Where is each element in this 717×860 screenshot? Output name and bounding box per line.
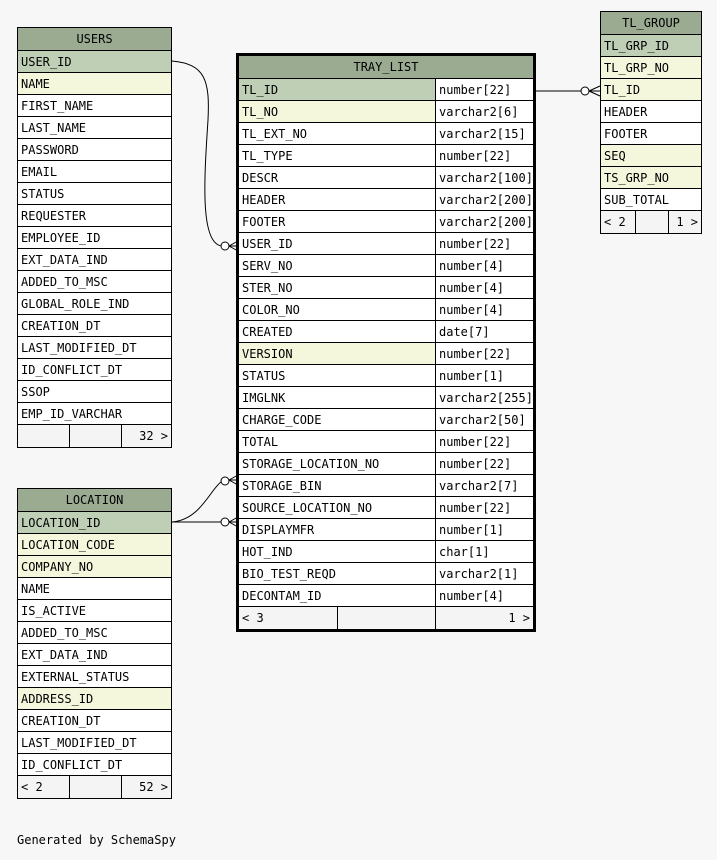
column-type: varchar2[50] [436, 409, 533, 430]
column-type: varchar2[255] [436, 387, 533, 408]
column-type: number[22] [436, 497, 533, 518]
relationship-location-storage [172, 482, 221, 522]
relationship-users-tray-list [172, 61, 222, 246]
column-type: varchar2[200] [436, 211, 533, 232]
column-type: number[22] [436, 145, 533, 166]
column-name: HEADER [239, 189, 436, 210]
tray-list-table-title: TRAY_LIST [239, 56, 533, 79]
column-name: FOOTER [604, 127, 648, 141]
column-name: DECONTAM_ID [239, 585, 436, 606]
column-name: GLOBAL_ROLE_IND [21, 297, 130, 311]
column-name: STORAGE_LOCATION_NO [239, 453, 436, 474]
tl-group-children-nav[interactable]: 1 > [676, 215, 698, 229]
column-name: EMPLOYEE_ID [21, 231, 101, 245]
crowfoot-marker [589, 86, 600, 96]
column-name: EMAIL [21, 165, 58, 179]
column-name: TL_TYPE [239, 145, 436, 166]
column-name: EMP_ID_VARCHAR [21, 407, 123, 421]
location-parents-nav[interactable]: < 2 [18, 776, 70, 798]
crowfoot-marker [229, 475, 238, 485]
column-type: varchar2[15] [436, 123, 533, 144]
column-name: FIRST_NAME [21, 99, 94, 113]
column-name: SSOP [21, 385, 50, 399]
column-type: varchar2[200] [436, 189, 533, 210]
column-type: number[4] [436, 255, 533, 276]
column-name: DISPLAYMFR [239, 519, 436, 540]
tray-list-parents-nav[interactable]: < 3 [239, 607, 338, 629]
column-type: varchar2[1] [436, 563, 533, 584]
column-name: LAST_MODIFIED_DT [21, 736, 137, 750]
column-name: SOURCE_LOCATION_NO [239, 497, 436, 518]
column-name: EXT_DATA_IND [21, 253, 108, 267]
column-name: TL_GRP_NO [604, 61, 670, 75]
column-name: SUB_TOTAL [604, 193, 670, 207]
column-type: date[7] [436, 321, 533, 342]
column-type: number[1] [436, 519, 533, 540]
column-name: NAME [21, 77, 50, 91]
location-children-nav[interactable]: 52 > [139, 780, 168, 794]
tray-list-children-nav[interactable]: 1 > [508, 611, 530, 625]
column-name: USER_ID [21, 55, 72, 69]
column-name: SERV_NO [239, 255, 436, 276]
column-type: number[4] [436, 299, 533, 320]
column-name: FOOTER [239, 211, 436, 232]
column-name: COMPANY_NO [21, 560, 94, 574]
column-name: HOT_IND [239, 541, 436, 562]
column-name: DESCR [239, 167, 436, 188]
column-type: number[4] [436, 277, 533, 298]
column-name: EXTERNAL_STATUS [21, 670, 130, 684]
column-name: STORAGE_BIN [239, 475, 436, 496]
column-name: TOTAL [239, 431, 436, 452]
column-name: EXT_DATA_IND [21, 648, 108, 662]
tl-group-table-title: TL_GROUP [601, 12, 701, 35]
column-type: number[22] [436, 79, 533, 100]
column-name: REQUESTER [21, 209, 87, 223]
crowfoot-marker [229, 241, 238, 251]
column-name: TL_ID [239, 79, 436, 100]
column-name: VERSION [239, 343, 436, 364]
column-name: ID_CONFLICT_DT [21, 758, 123, 772]
column-name: TL_EXT_NO [239, 123, 436, 144]
column-name: COLOR_NO [239, 299, 436, 320]
column-name: TL_ID [604, 83, 641, 97]
crowfoot-marker [229, 517, 238, 527]
column-name: CREATION_DT [21, 714, 101, 728]
column-type: varchar2[7] [436, 475, 533, 496]
column-type: number[22] [436, 233, 533, 254]
column-name: TS_GRP_NO [604, 171, 670, 185]
column-name: ID_CONFLICT_DT [21, 363, 123, 377]
column-name: IMGLNK [239, 387, 436, 408]
column-name: STATUS [21, 187, 65, 201]
column-name: ADDED_TO_MSC [21, 626, 108, 640]
zero-many-marker [221, 242, 229, 250]
zero-many-marker [221, 518, 229, 526]
column-name: CREATION_DT [21, 319, 101, 333]
column-name: SEQ [604, 149, 626, 163]
users-table-title: USERS [18, 28, 171, 51]
column-name: CHARGE_CODE [239, 409, 436, 430]
column-name: PASSWORD [21, 143, 79, 157]
zero-many-marker [581, 87, 589, 95]
column-name: IS_ACTIVE [21, 604, 87, 618]
column-type: varchar2[100] [436, 167, 533, 188]
column-type: number[22] [436, 453, 533, 474]
column-type: number[1] [436, 365, 533, 386]
generated-by-caption: Generated by SchemaSpy [17, 833, 176, 847]
column-name: LOCATION_CODE [21, 538, 115, 552]
column-name: LAST_MODIFIED_DT [21, 341, 137, 355]
location-table-title: LOCATION [18, 489, 171, 512]
users-children-nav[interactable]: 32 > [139, 429, 168, 443]
column-name: ADDED_TO_MSC [21, 275, 108, 289]
column-name: STATUS [239, 365, 436, 386]
column-type: varchar2[6] [436, 101, 533, 122]
zero-many-marker [221, 477, 229, 485]
column-type: number[22] [436, 431, 533, 452]
column-type: number[4] [436, 585, 533, 606]
column-name: TL_GRP_ID [604, 39, 670, 53]
column-name: STER_NO [239, 277, 436, 298]
column-name: TL_NO [239, 101, 436, 122]
column-name: HEADER [604, 105, 648, 119]
tl-group-parents-nav[interactable]: < 2 [601, 211, 636, 233]
column-name: BIO_TEST_REQD [239, 563, 436, 584]
column-name: NAME [21, 582, 50, 596]
column-name: LAST_NAME [21, 121, 87, 135]
column-name: LOCATION_ID [21, 516, 101, 530]
column-type: char[1] [436, 541, 533, 562]
column-name: USER_ID [239, 233, 436, 254]
column-type: number[22] [436, 343, 533, 364]
column-name: ADDRESS_ID [21, 692, 94, 706]
column-name: CREATED [239, 321, 436, 342]
